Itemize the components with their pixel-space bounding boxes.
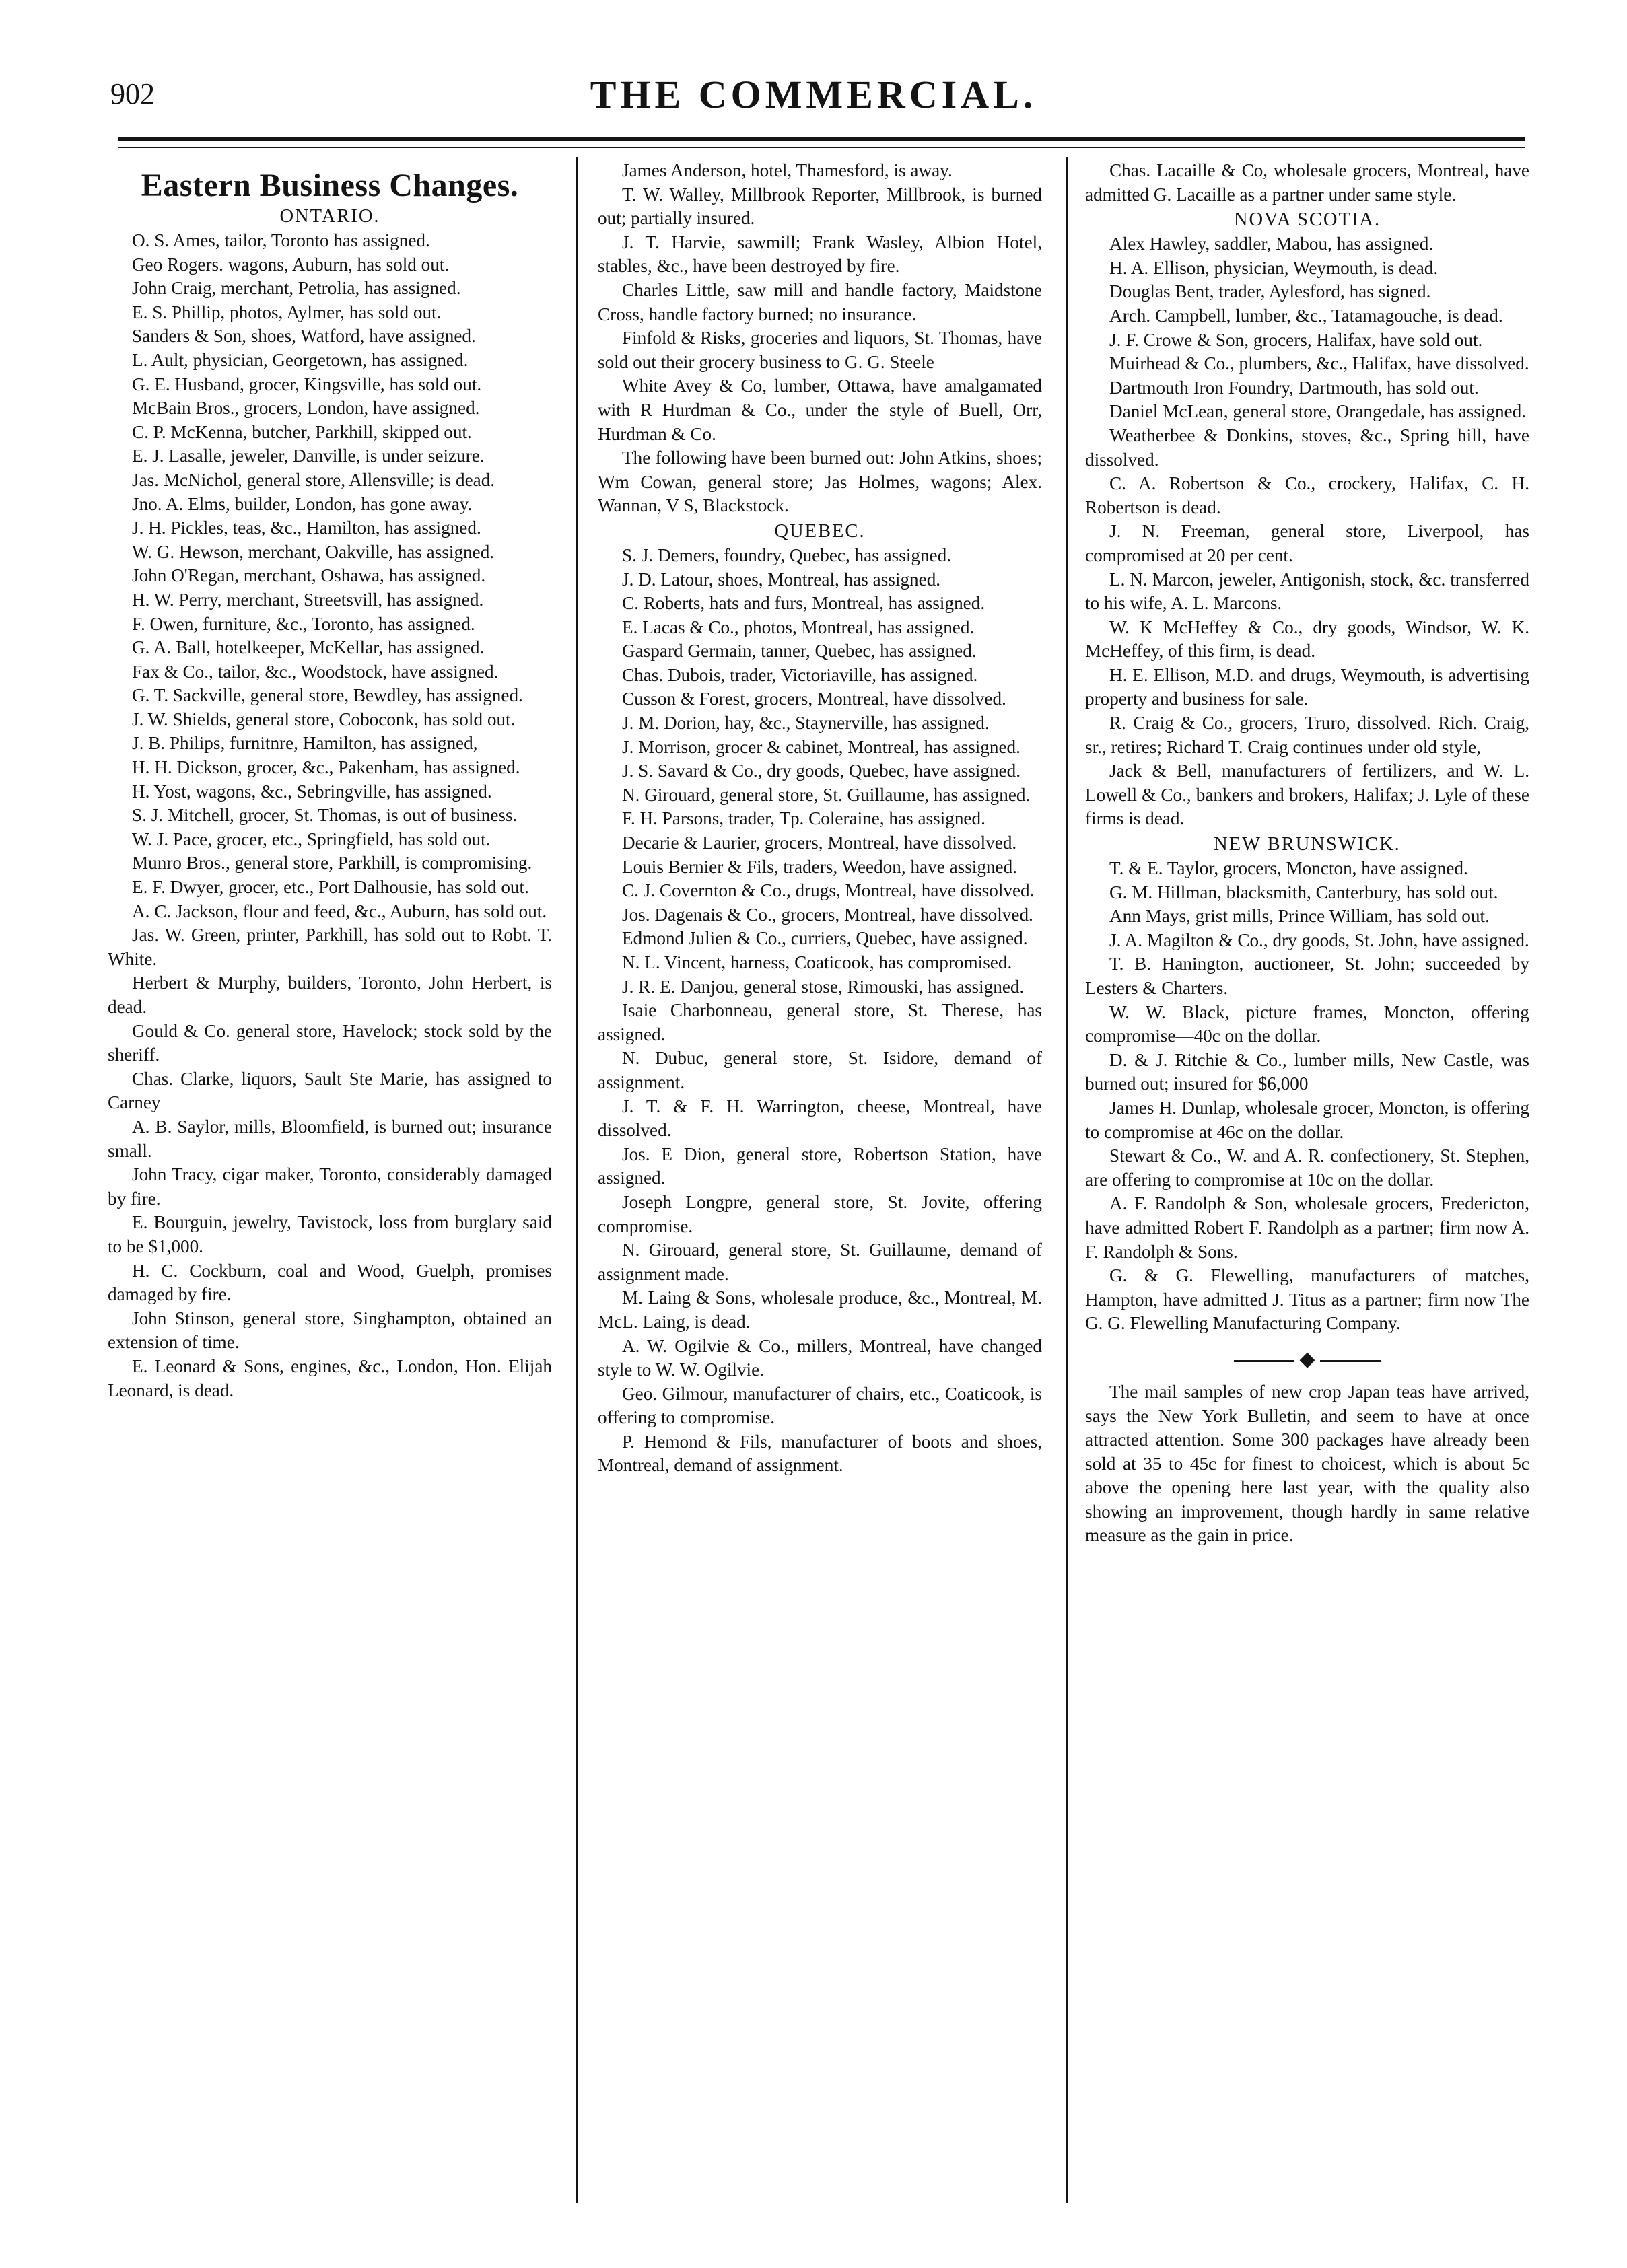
list-item: Douglas Bent, trader, Aylesford, has signed. <box>1109 281 1431 302</box>
list-item: J. Morrison, grocer & cabinet, Montreal, has assigned. <box>622 736 1020 757</box>
list-item: C. A. Robertson & Co., crockery, Halifax, C. H. Robertson is dead. <box>1085 473 1529 518</box>
list-item: E. Bourguin, jewelry, Tavistock, loss from burglary said to be $1,000. <box>108 1212 552 1256</box>
quebec-entries <box>598 544 1042 1478</box>
list-item: Chas. Lacaille & Co, wholesale grocers, Montreal, have admitted G. Lacaille as a partner under same style. <box>1085 160 1529 205</box>
list-item: Jos. E Dion, general store, Robertson Station, have assigned. <box>598 1143 1042 1189</box>
list-item: James Anderson, hotel, Thamesford, is away. <box>622 160 953 180</box>
list-item: John Craig, merchant, Petrolia, has assigned. <box>132 278 461 299</box>
list-item: G. E. Husband, grocer, Kingsville, has sold out. <box>132 374 482 394</box>
list-item: O. S. Ames, tailor, Toronto has assigned. <box>132 230 430 250</box>
ontario-entries-continued <box>598 159 1042 518</box>
list-item: Munro Bros., general store, Parkhill, is compromising. <box>132 853 532 874</box>
list-item: Sanders & Son, shoes, Watford, have assigned. <box>132 326 476 347</box>
list-item: G. T. Sackville, general store, Bewdley, has assigned. <box>132 685 523 706</box>
japan-teas-article: The mail samples of new crop Japan teas have arrived, says the New York Bulletin, and seem to have at once attracted attention. Some 300 packages have already been sold at 35 to 45c for finest to choicest, which is about 5c above the opening here last year, with the quality also showing an improvement, though hardly in same relative measure as the gain in price. <box>1085 1381 1529 1546</box>
list-item: The following have been burned out: John Atkins, shoes; Wm Cowan, general store; Jas Holmes, wagons; Alex. Wannan, V S, Blackstock. <box>598 448 1042 516</box>
region-heading-ontario: ONTARIO. <box>279 206 380 227</box>
list-item: Muirhead & Co., plumbers, &c., Halifax, have dissolved. <box>1109 353 1529 374</box>
list-item: N. L. Vincent, harness, Coaticook, has compromised. <box>622 952 1012 972</box>
list-item: M. Laing & Sons, wholesale produce, &c., Montreal, M. McL. Laing, is dead. <box>598 1287 1042 1332</box>
list-item: L. N. Marcon, jeweler, Antigonish, stock, &c. transferred to his wife, A. L. Marcons. <box>1085 569 1529 614</box>
page-number: 902 <box>110 77 155 110</box>
column-divider <box>1066 157 1068 2203</box>
list-item: H. W. Perry, merchant, Streetsvill, has assigned. <box>132 589 484 610</box>
list-item: E. J. Lasalle, jeweler, Danville, is under seizure. <box>132 446 485 466</box>
list-item: Dartmouth Iron Foundry, Dartmouth, has sold out. <box>1109 377 1479 398</box>
list-item: G. A. Ball, hotelkeeper, McKellar, has assigned. <box>132 637 485 658</box>
list-item: J. R. E. Danjou, general stose, Rimouski, has assigned. <box>622 976 1025 997</box>
list-item: J. B. Philips, furnitnre, Hamilton, has assigned, <box>132 733 478 754</box>
list-item: F. H. Parsons, trader, Tp. Coleraine, has assigned. <box>622 808 985 829</box>
list-item: Geo. Gilmour, manufacturer of chairs, etc., Coaticook, is offering to compromise. <box>598 1383 1042 1428</box>
list-item: E. S. Phillip, photos, Aylmer, has sold out. <box>132 302 442 322</box>
list-item: Edmond Julien & Co., curriers, Quebec, have assigned. <box>622 928 1028 949</box>
list-item: G. & G. Flewelling, manufacturers of matches, Hampton, have admitted J. Titus as a partner; firm now The G. G. Flewelling Manufacturing Company. <box>1085 1265 1529 1334</box>
list-item: J. H. Pickles, teas, &c., Hamilton, has assigned. <box>132 518 481 538</box>
list-item: T. B. Hanington, auctioneer, St. John; succeeded by Lesters & Charters. <box>1085 954 1529 998</box>
region-heading-new-brunswick: NEW BRUNSWICK. <box>1214 834 1401 855</box>
list-item: A. W. Ogilvie & Co., millers, Montreal, have changed style to W. W. Ogilvie. <box>598 1335 1042 1380</box>
list-item: D. & J. Ritchie & Co., lumber mills, New Castle, was burned out; insured for $6,000 <box>1085 1049 1529 1094</box>
list-item: W. J. Pace, grocer, etc., Springfield, has sold out. <box>132 828 491 849</box>
list-item: P. Hemond & Fils, manufacturer of boots and shoes, Montreal, demand of assignment. <box>598 1431 1042 1476</box>
list-item: Chas. Clarke, liquors, Sault Ste Marie, has assigned to Carney <box>108 1068 552 1113</box>
diamond-ornament-icon: ◆ <box>1299 1347 1315 1370</box>
list-item: J. N. Freeman, general store, Liverpool, has compromised at 20 per cent. <box>1085 521 1529 565</box>
list-item: L. Ault, physician, Georgetown, has assigned. <box>132 349 469 370</box>
list-item: Gaspard Germain, tanner, Quebec, has assigned. <box>622 641 977 662</box>
list-item: T. W. Walley, Millbrook Reporter, Millbrook, is burned out; partially insured. <box>598 184 1042 229</box>
list-item: C. Roberts, hats and furs, Montreal, has assigned. <box>622 593 985 614</box>
list-item: Decarie & Laurier, grocers, Montreal, have dissolved. <box>622 832 1017 853</box>
list-item: Joseph Longpre, general store, St. Jovite, offering compromise. <box>598 1191 1042 1236</box>
list-item: H. H. Dickson, grocer, &c., Pakenham, has assigned. <box>132 757 520 778</box>
column-3 <box>1085 159 1529 2205</box>
list-item: Fax & Co., tailor, &c., Woodstock, have assigned. <box>132 661 499 682</box>
masthead-title: THE COMMERCIAL. <box>590 73 1037 116</box>
list-item: W. G. Hewson, merchant, Oakville, has assigned. <box>132 541 495 562</box>
list-item: Louis Bernier & Fils, traders, Weedon, have assigned. <box>622 856 1017 877</box>
list-item: J. S. Savard & Co., dry goods, Quebec, have assigned. <box>622 760 1020 781</box>
list-item: Ann Mays, grist mills, Prince William, has sold out. <box>1109 906 1490 927</box>
list-item: N. Girouard, general store, St. Guillaume, demand of assignment made. <box>598 1240 1042 1284</box>
list-item: E. Leonard & Sons, engines, &c., London, Hon. Elijah Leonard, is dead. <box>108 1355 552 1401</box>
list-item: S. J. Mitchell, grocer, St. Thomas, is out of business. <box>132 805 518 826</box>
region-heading-nova-scotia: NOVA SCOTIA. <box>1233 209 1381 231</box>
list-item: C. J. Covernton & Co., drugs, Montreal, have dissolved. <box>622 880 1035 901</box>
list-item: Jno. A. Elms, builder, London, has gone away. <box>132 493 473 514</box>
list-item: Finfold & Risks, groceries and liquors, St. Thomas, have sold out their grocery business to G. G. Steele <box>598 328 1042 372</box>
header-rule <box>118 137 1525 141</box>
list-item: H. Yost, wagons, &c., Sebringville, has assigned. <box>132 781 492 802</box>
list-item: Chas. Dubois, trader, Victoriaville, has assigned. <box>622 664 978 685</box>
list-item: Jas. W. Green, printer, Parkhill, has sold out to Robt. T. White. <box>108 925 552 969</box>
list-item: R. Craig & Co., grocers, Truro, dissolved. Rich. Craig, sr., retires; Richard T. Craig continues under old style, <box>1085 713 1529 757</box>
list-item: H. E. Ellison, M.D. and drugs, Weymouth, is advertising property and business for sale. <box>1085 664 1529 709</box>
list-item: J. D. Latour, shoes, Montreal, has assigned. <box>622 569 941 590</box>
list-item: Alex Hawley, saddler, Mabou, has assigned. <box>1109 234 1434 254</box>
list-item: Jos. Dagenais & Co., grocers, Montreal, have dissolved. <box>622 904 1033 925</box>
list-item: John Stinson, general store, Singhampton, obtained an extension of time. <box>108 1308 552 1353</box>
quebec-entries-continued <box>1085 159 1529 207</box>
list-item: A. B. Saylor, mills, Bloomfield, is burned out; insurance small. <box>108 1116 552 1161</box>
list-item: Charles Little, saw mill and handle factory, Maidstone Cross, handle factory burned; no insurance. <box>598 279 1042 324</box>
list-item: E. Lacas & Co., photos, Montreal, has assigned. <box>622 616 975 637</box>
list-item: Gould & Co. general store, Havelock; stock sold by the sheriff. <box>108 1020 552 1065</box>
list-item: J. M. Dorion, hay, &c., Staynerville, has assigned. <box>622 713 990 734</box>
list-item: W. W. Black, picture frames, Moncton, offering compromise—40c on the dollar. <box>1085 1001 1529 1047</box>
header-rule-thin <box>118 147 1525 148</box>
list-item: Isaie Charbonneau, general store, St. Therese, has assigned. <box>598 1000 1042 1044</box>
list-item: Geo Rogers. wagons, Auburn, has sold out. <box>132 254 450 275</box>
list-item: J. F. Crowe & Son, grocers, Halifax, have sold out. <box>1109 329 1483 350</box>
list-item: F. Owen, furniture, &c., Toronto, has assigned. <box>132 613 475 634</box>
list-item: Stewart & Co., W. and A. R. confectionery, St. Stephen, are offering to compromise at 10c on the dollar. <box>1085 1145 1529 1190</box>
list-item: McBain Bros., grocers, London, have assigned. <box>132 398 480 419</box>
list-item: H. A. Ellison, physician, Weymouth, is dead. <box>1109 257 1439 278</box>
list-item: A. F. Randolph & Son, wholesale grocers, Fredericton, have admitted Robert F. Randolph as a partner; firm now A. F. Randolph & Sons. <box>1085 1193 1529 1262</box>
column-2 <box>598 159 1042 2205</box>
list-item: W. K McHeffey & Co., dry goods, Windsor, W. K. McHeffey, of this firm, is dead. <box>1085 616 1529 662</box>
list-item: Daniel McLean, general store, Orangedale, has assigned. <box>1109 401 1527 422</box>
list-item: J. W. Shields, general store, Coboconk, has sold out. <box>132 709 516 730</box>
list-item: N. Dubuc, general store, St. Isidore, demand of assignment. <box>598 1048 1042 1092</box>
list-item: Weatherbee & Donkins, stoves, &c., Spring hill, have dissolved. <box>1085 425 1529 470</box>
section-heading: Eastern Business Changes. <box>141 168 519 203</box>
list-item: Herbert & Murphy, builders, Toronto, John Herbert, is dead. <box>108 972 552 1017</box>
ornament-rule-left <box>1234 1360 1294 1362</box>
list-item: H. C. Cockburn, coal and Wood, Guelph, promises damaged by fire. <box>108 1260 552 1305</box>
ontario-entries <box>108 229 552 1403</box>
new-brunswick-entries <box>1085 857 1529 1336</box>
list-item: Arch. Campbell, lumber, &c., Tatamagouche, is dead. <box>1109 305 1503 326</box>
list-item: Cusson & Forest, grocers, Montreal, have dissolved. <box>622 688 1006 709</box>
list-item: White Avey & Co, lumber, Ottawa, have amalgamated with R Hurdman & Co., under the style of Buell, Orr, Hurdman & Co. <box>598 376 1042 444</box>
list-item: N. Girouard, general store, St. Guillaume, has assigned. <box>622 784 1031 805</box>
column-1 <box>108 159 552 2205</box>
section-ornament <box>1085 1349 1529 1370</box>
list-item: E. F. Dwyer, grocer, etc., Port Dalhousie, has sold out. <box>132 877 529 898</box>
list-item: J. T. Harvie, sawmill; Frank Wasley, Albion Hotel, stables, &c., have been destroyed by fire. <box>598 232 1042 277</box>
list-item: Jack & Bell, manufacturers of fertilizers, and W. L. Lowell & Co., bankers and brokers, Halifax; J. Lyle of these firms is dead. <box>1085 760 1529 829</box>
list-item: J. A. Magilton & Co., dry goods, St. John, have assigned. <box>1109 929 1529 950</box>
list-item: Jas. McNichol, general store, Allensville; is dead. <box>132 469 495 490</box>
region-heading-quebec: QUEBEC. <box>774 520 866 542</box>
list-item: John O'Regan, merchant, Oshawa, has assigned. <box>132 565 486 586</box>
list-item: A. C. Jackson, flour and feed, &c., Auburn, has sold out. <box>132 900 547 921</box>
nova-scotia-entries <box>1085 232 1529 831</box>
list-item: S. J. Demers, foundry, Quebec, has assigned. <box>622 544 952 565</box>
ornament-rule-right <box>1320 1360 1381 1362</box>
list-item: James H. Dunlap, wholesale grocer, Moncton, is offering to compromise at 46c on the dollar. <box>1085 1097 1529 1142</box>
list-item: C. P. McKenna, butcher, Parkhill, skipped out. <box>132 421 472 442</box>
list-item: T. & E. Taylor, grocers, Moncton, have assigned. <box>1109 858 1468 879</box>
list-item: G. M. Hillman, blacksmith, Canterbury, has sold out. <box>1109 882 1498 902</box>
column-divider <box>576 157 578 2203</box>
list-item: J. T. & F. H. Warrington, cheese, Montreal, have dissolved. <box>598 1096 1042 1141</box>
list-item: John Tracy, cigar maker, Toronto, considerably damaged by fire. <box>108 1164 552 1209</box>
